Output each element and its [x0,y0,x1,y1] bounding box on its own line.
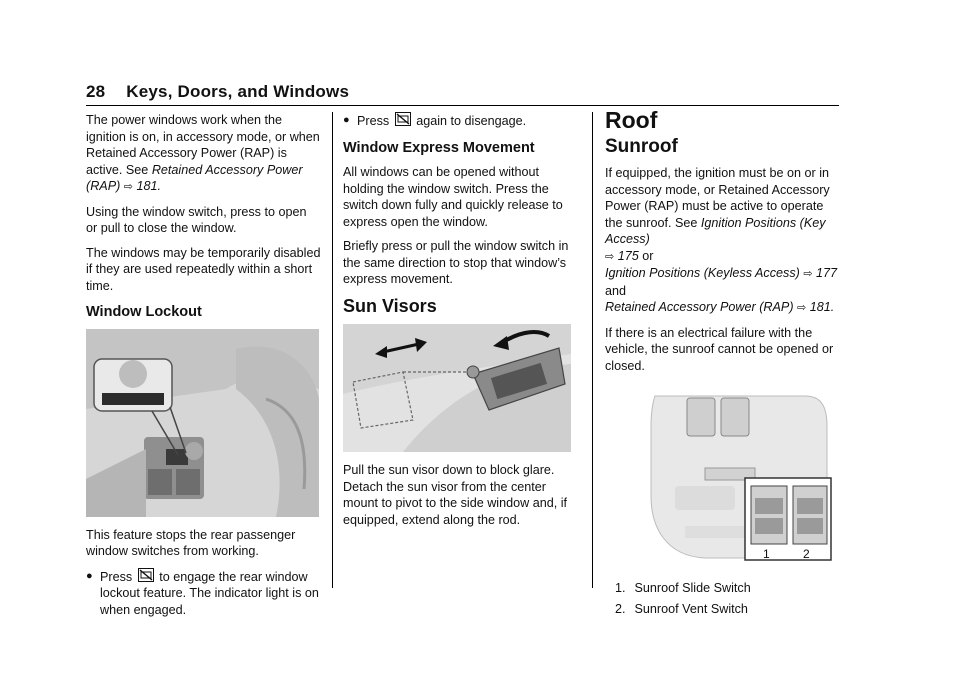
column-1 [86,112,321,626]
paragraph-sun-visor-use: Pull the sun visor down to block glare. Detach the sun visor from the center mount to pivot to the side window and, if equipped, extend along the rod. [343,463,568,527]
paragraph-express-stop: Briefly press or pull the window switch in the same direction to stop that window’s express movement. [343,239,569,286]
page-ref[interactable]: 181. [136,179,162,193]
sun-visor-figure [343,324,571,452]
window-lockout-icon [138,568,154,582]
bullet-engage-lockout: ● Press to engage the rear window lockout feature. The indicator light is on when engaged. [86,569,319,617]
link-rap[interactable]: Retained Accessory Power (RAP) [605,300,794,314]
paragraph-window-switch: Using the window switch, press to open or pull to close the window. [86,204,307,235]
heading-sun-visors: Sun Visors [343,295,437,316]
column-2 [343,112,581,536]
page-ref-arrow-icon: ⇨ [123,181,134,193]
window-lockout-figure [86,329,319,517]
paragraph-power-windows: The power windows work when the ignition is on, in accessory mode, or when Retained Accessory Power (RAP) is active. See Retained Accessory Power (RAP) ⇨ 181. [86,113,320,193]
window-lockout-icon [395,112,411,126]
bullet-icon: ● [343,114,350,126]
column-divider-1 [332,112,333,588]
callout-1: 1 [763,547,770,561]
bullet-icon: ● [86,569,93,582]
heading-sunroof: Sunroof [605,135,678,157]
chapter-title: Keys, Doors, and Windows [126,82,350,101]
link-rap[interactable]: Retained Accessory Power (RAP) [86,162,303,193]
door-panel-illustration [86,329,319,517]
column-divider-2 [592,112,593,588]
header-rule [86,105,839,106]
heading-window-lockout: Window Lockout [86,304,202,320]
legend-item: 1. Sunroof Slide Switch [615,581,751,595]
link-ignition-key-access[interactable]: Ignition Positions (Key Access) [605,215,826,246]
paragraph-electrical-failure: If there is an electrical failure with the vehicle, the sunroof cannot be opened or closed. [605,325,834,373]
page-ref-arrow-icon: ⇨ [803,268,813,280]
sunroof-console-illustration [645,386,835,572]
paragraph-express-open: All windows can be opened without holding the window switch. Press the switch down fully and quickly release to express open the window. [343,165,563,229]
page-ref-arrow-icon: ⇨ [797,302,807,314]
legend-item: 2. Sunroof Vent Switch [615,601,748,616]
column-3 [605,107,840,621]
page-number: 28 [86,82,106,101]
paragraph-temporarily-disabled: The windows may be temporarily disabled if they are used repeatedly within a short time. [86,245,321,293]
paragraph-sunroof-operation: If equipped, the ignition must be on or in accessory mode, or Retained Accessory Power (RAP) must be active to operate the sunroof. See Ignition Positions (Key Access) ⇨ 175 or Ignition Positions (Keyless Access) ⇨ 177 and Retained Accessory Power (RAP) ⇨ 181. [605,166,838,314]
callout-2: 2 [803,547,810,561]
heading-roof: Roof [605,107,658,133]
page-ref[interactable]: 181. [809,300,835,314]
page-ref-arrow-icon: ⇨ [605,250,615,263]
page-ref[interactable]: 177 [816,266,838,280]
bullet-disengage-lockout: ● Press again to disengage. [343,114,527,128]
page-ref[interactable]: 175 [617,248,639,263]
heading-window-express-movement: Window Express Movement [343,139,535,156]
paragraph-lockout-feature: This feature stops the rear passenger window switches from working. [86,527,296,558]
sunroof-switch-figure [645,386,835,572]
page-header [86,82,349,102]
link-ignition-keyless-access[interactable]: Ignition Positions (Keyless Access) [605,266,800,280]
sun-visor-illustration [343,324,571,452]
